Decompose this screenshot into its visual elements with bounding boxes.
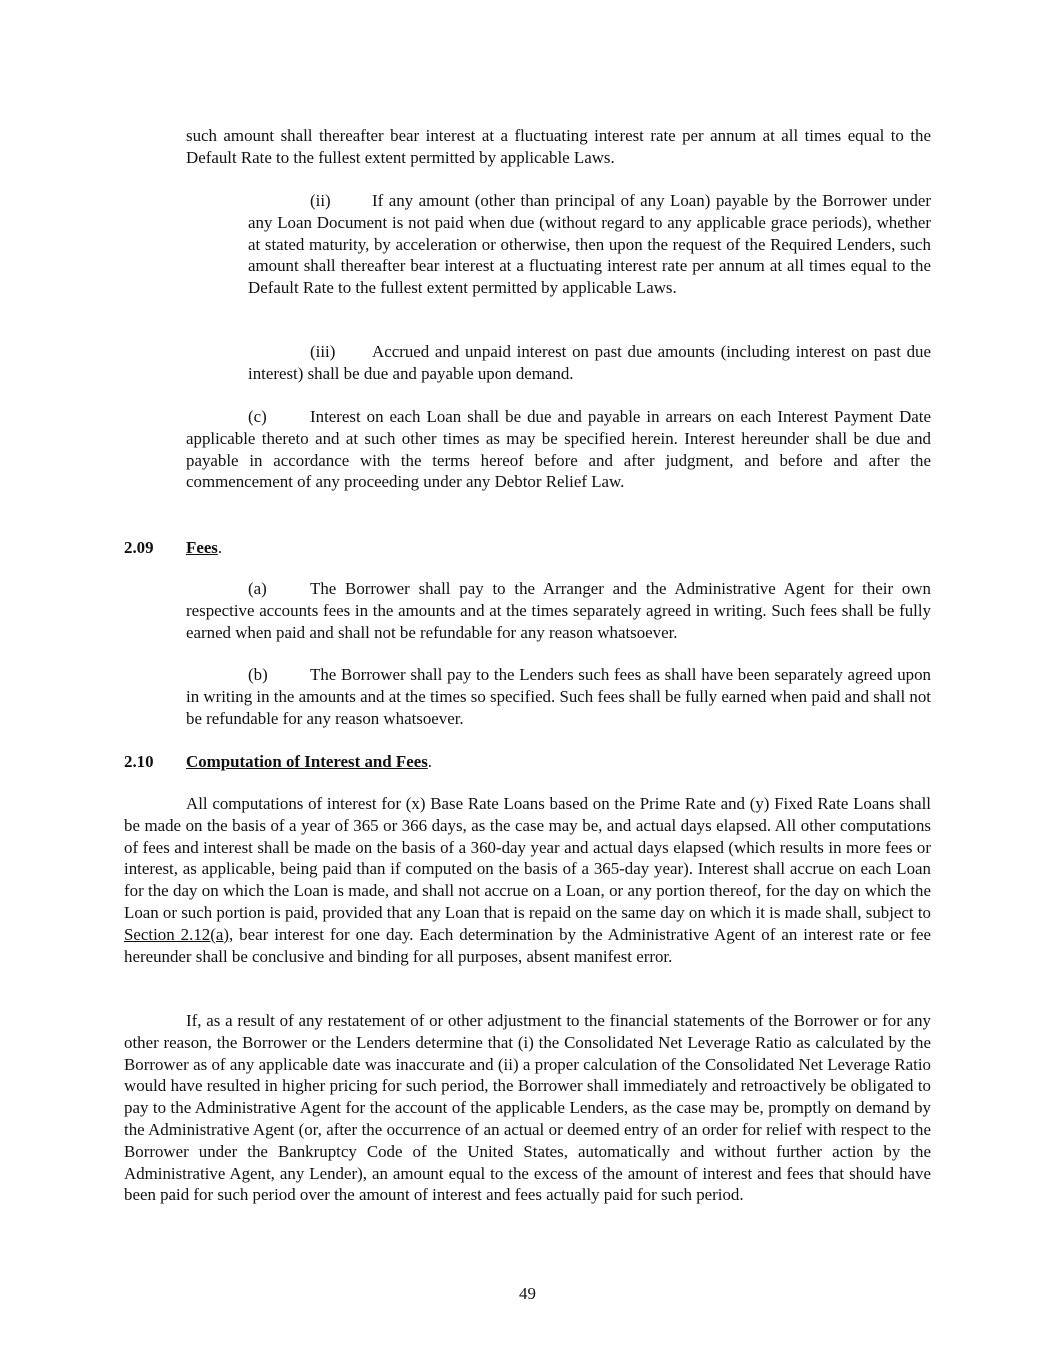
paragraph-marker: (ii) [310, 191, 331, 210]
paragraph-c [186, 406, 931, 493]
paragraph-2-10-restatement [124, 1010, 931, 1206]
paragraph-text: The Borrower shall pay to the Arranger and the Administrative Agent for their own respective accounts fees in the amounts and at the times separately agreed in writing. Such fees shall be fully earned when paid and shall not be refundable for any reason whatsoever. [186, 579, 931, 642]
section-title: Computation of Interest and Fees [186, 752, 428, 771]
paragraph-text: If, as a result of any restatement of or other adjustment to the financial statements of the Borrower or for any other reason, the Borrower or the Lenders determine that (i) the Consolidated Net Leverage Ratio as calculated by the Borrower as of any applicable date was inaccurate and (ii) a proper calculation of the Consolidated Net Leverage Ratio would have resulted in higher pricing for such period, the Borrower shall immediately and retroactively be obligated to pay to the Administrative Agent for the account of the applicable Lenders, as the case may be, promptly on demand by the Administrative Agent (or, after the occurrence of an actual or deemed entry of an order for relief with respect to the Borrower under the Bankruptcy Code of the United States, automatically and without further action by the Administrative Agent, any Lender), an amount equal to the excess of the amount of interest and fees that should have been paid for such period over the amount of interest and fees actually paid for such period. [124, 1011, 931, 1205]
paragraph-text: All computations of interest for (x) Base Rate Loans based on the Prime Rate and (y) Fixed Rate Loans shall be made on the basis of a year of 365 or 366 days, as the case may be, and actual days elapsed. All other computations of fees and interest shall be made on the basis of a 360-day year and actual days elapsed (which results in more fees or interest, as applicable, being paid than if computed on the basis of a 365-day year). Interest shall accrue on each Loan for the day on which the Loan is made, and shall not accrue on a Loan, or any portion thereof, for the day on which the Loan or such portion is paid, provided that any Loan that is repaid on the same day on which it is made shall, subject to [124, 794, 931, 922]
paragraph-text: , bear interest for one day. Each determination by the Administrative Agent of an interest rate or fee hereunder shall be conclusive and binding for all purposes, absent manifest error. [124, 924, 931, 966]
paragraph-text: Interest on each Loan shall be due and payable in arrears on each Interest Payment Date applicable thereto and at such other times as may be specified herein. Interest hereunder shall be due and payable in accordance with the terms hereof before and after judgment, and before and after the commencement of any proceeding under any Debtor Relief Law. [186, 407, 931, 492]
section-heading-2-09 [124, 537, 222, 559]
paragraph-text: If any amount (other than principal of any Loan) payable by the Borrower under any Loan Document is not paid when due (without regard to any applicable grace periods), whether at stated maturity, by acceleration or otherwise, then upon the request of the Required Lenders, such amount shall thereafter bear interest at a fluctuating interest rate per annum at all times equal to the Default Rate to the fullest extent permitted by applicable Laws. [248, 191, 931, 298]
section-number: 2.09 [124, 538, 154, 557]
paragraph-text: The Borrower shall pay to the Lenders such fees as shall have been separately agreed upon in writing in the amounts and at the times so specified. Such fees shall be fully earned when paid and shall not be refundable for any reason whatsoever. [186, 665, 931, 728]
section-cross-reference: Section 2.12(a) [124, 924, 229, 944]
paragraph-2-09-a [186, 578, 931, 643]
paragraph-2-10-computations [124, 793, 931, 967]
paragraph-continuation [186, 125, 931, 169]
paragraph-marker: (a) [248, 579, 267, 598]
page-number: 49 [519, 1284, 536, 1303]
paragraph-marker: (iii) [310, 342, 336, 361]
section-title-period: . [427, 752, 433, 771]
section-title-period: . [217, 538, 223, 557]
paragraph-ii [248, 190, 931, 299]
section-heading-2-10 [124, 751, 432, 773]
paragraph-text: Accrued and unpaid interest on past due amounts (including interest on past due interest) shall be due and payable upon demand. [248, 342, 931, 383]
paragraph-marker: (b) [248, 665, 268, 684]
paragraph-marker: (c) [248, 407, 267, 426]
paragraph-text: such amount shall thereafter bear interest at a fluctuating interest rate per annum at all times equal to the Default Rate to the fullest extent permitted by applicable Laws. [186, 126, 931, 167]
section-number: 2.10 [124, 752, 154, 771]
paragraph-2-09-b [186, 664, 931, 729]
section-title: Fees [186, 538, 218, 557]
paragraph-iii [248, 341, 931, 385]
